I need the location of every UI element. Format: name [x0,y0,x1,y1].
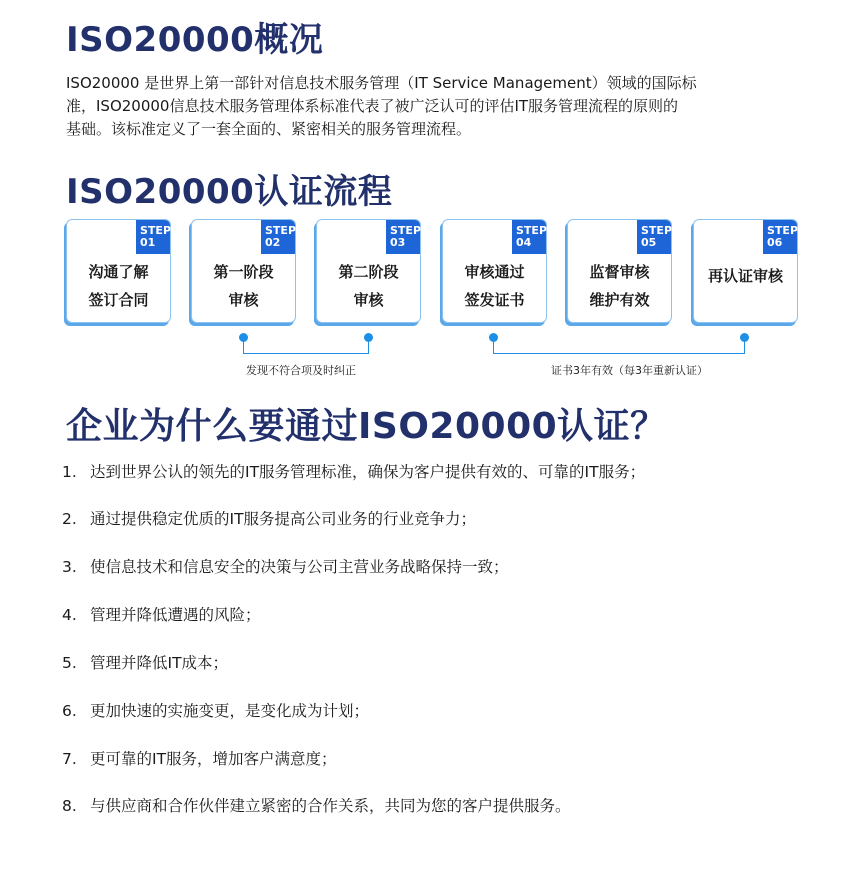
step-label: 再认证审核 [707,267,783,285]
step-label: 审核通过 签发证书 [464,263,525,309]
connector-line [243,353,369,354]
intro-line: ISO20000 是世界上第一部针对信息技术服务管理（IT Service Management）领域的国际标 [66,74,697,92]
step-badge: STEP 06 [763,220,797,254]
step-card-02 [191,219,296,323]
list-item: 7. 更可靠的IT服务，增加客户满意度； [62,750,337,768]
step-card-04 [442,219,547,323]
list-item: 6. 更加快速的实施变更，是变化成为计划； [62,702,370,720]
step-label: 第一阶段 审核 [213,263,274,309]
connector-line [493,353,745,354]
step-badge: STEP 05 [637,220,671,254]
connector-line [744,341,745,353]
intro-line: 基础。该标准定义了一套全面的、紧密相关的服务管理流程。 [66,120,472,138]
intro-paragraph [66,72,788,141]
step-label: 第二阶段 审核 [338,263,399,309]
note-validity: 证书3年有效（每3年重新认证） [551,364,708,377]
list-item: 4. 管理并降低遭遇的风险； [62,606,261,624]
step-badge: STEP 02 [261,220,295,254]
step-card-03 [316,219,421,323]
step-card-01 [66,219,171,323]
intro-line: 准，ISO20000信息技术服务管理体系标准代表了被广泛认可的评估IT服务管理流程的原则的 [66,97,679,115]
step-badge: STEP 03 [386,220,420,254]
connector-line [243,341,244,353]
list-item: 8. 与供应商和合作伙伴建立紧密的合作关系，共同为您的客户提供服务。 [62,797,571,815]
step-card-06 [693,219,798,323]
step-card-05 [567,219,672,323]
note-correction: 发现不符合项及时纠正 [246,364,356,377]
step-badge: STEP 01 [136,220,170,254]
connector-line [368,341,369,353]
section-title-overview: ISO20000概况 [66,20,324,60]
connector-line [493,341,494,353]
list-item: 5. 管理并降低IT成本； [62,654,229,672]
process-steps [64,219,800,327]
step-badge: STEP 04 [512,220,546,254]
step-label: 监督审核 维护有效 [589,263,650,309]
list-item: 1. 达到世界公认的领先的IT服务管理标准，确保为客户提供有效的、可靠的IT服务； [62,463,646,481]
list-item: 3. 使信息技术和信息安全的决策与公司主营业务战略保持一致； [62,558,509,576]
section-title-process: ISO20000认证流程 [66,172,393,212]
step-label: 沟通了解 签订合同 [88,263,149,309]
section-title-why: 企业为什么要通过ISO20000认证？ [66,406,667,447]
list-item: 2. 通过提供稳定优质的IT服务提高公司业务的行业竞争力； [62,510,477,528]
